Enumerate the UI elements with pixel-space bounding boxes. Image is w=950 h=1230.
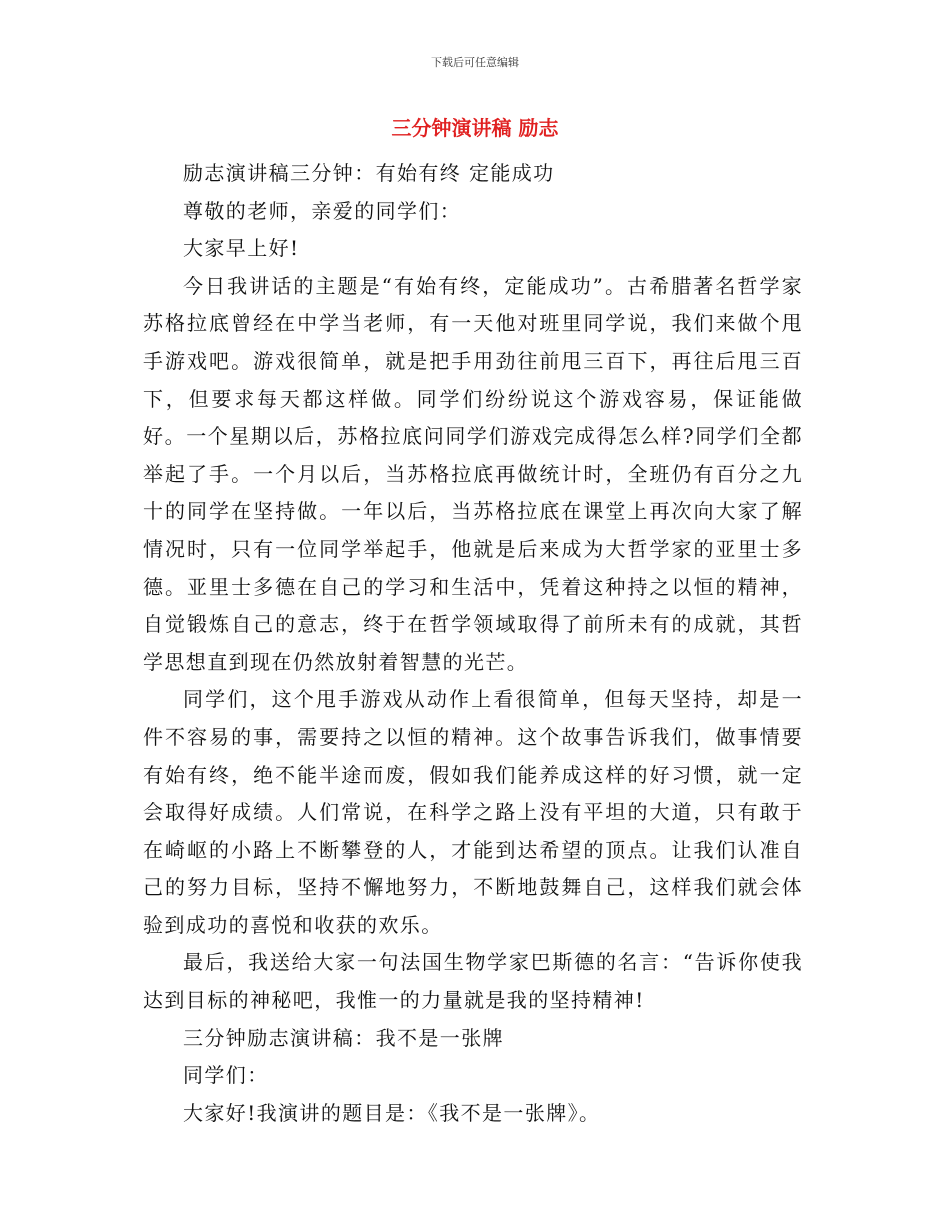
document-title: 三分钟演讲稿 励志: [391, 116, 559, 140]
greeting-paragraph: 大家好!我演讲的题目是：《我不是一张牌》。: [183, 1100, 601, 1125]
page-header-note: 下载后可任意编辑: [431, 56, 519, 69]
body-paragraph: 同学们，这个甩手游戏从动作上看很简单，但每天坚持，却是一件不容易的事，需要持之以恒的精神。这个故事告诉我们，做事情要有始有终，绝不能半途而废，假如我们能养成这样的好习惯，就一定会取得好成绩。人们常说，在科学之路上没有平坦的大道，只有敢于在崎岖的小路上不断攀登的人，才能到达希望的顶点。让我们认准自己的努力目标，坚持不懈地努力，不断地鼓舞自己，这样我们就会体验到成功的喜悦和收获的欢乐。: [143, 687, 803, 937]
greeting-paragraph: 大家早上好!: [183, 236, 300, 261]
salutation-paragraph: 同学们：: [183, 1063, 269, 1088]
section-heading-paragraph: 三分钟励志演讲稿：我不是一张牌: [183, 1025, 504, 1050]
salutation-paragraph: 尊敬的老师，亲爱的同学们：: [183, 198, 462, 223]
subtitle-paragraph: 励志演讲稿三分钟：有始有终 定能成功: [183, 161, 555, 185]
document-body: [143, 155, 803, 1132]
quote-paragraph: 最后，我送给大家一句法国生物学家巴斯德的名言：“告诉你使我达到目标的神秘吧，我惟一的力量就是我的坚持精神!: [143, 950, 803, 1013]
body-paragraph: 今日我讲话的主题是“有始有终，定能成功”。古希腊著名哲学家苏格拉底曾经在中学当老师，有一天他对班里同学说，我们来做个甩手游戏吧。游戏很简单，就是把手用劲往前甩三百下，再往后甩三百下，但要求每天都这样做。同学们纷纷说这个游戏容易，保证能做好。一个星期以后，苏格拉底问同学们游戏完成得怎么样?同学们全都举起了手。一个月以后，当苏格拉底再做统计时，全班仍有百分之九十的同学在坚持做。一年以后，当苏格拉底在课堂上再次向大家了解情况时，只有一位同学举起手，他就是后来成为大哲学家的亚里士多德。亚里士多德在自己的学习和生活中，凭着这种持之以恒的精神，自觉锻炼自己的意志，终于在哲学领域取得了前所未有的成就，其哲学思想直到现在仍然放射着智慧的光芒。: [143, 273, 803, 674]
